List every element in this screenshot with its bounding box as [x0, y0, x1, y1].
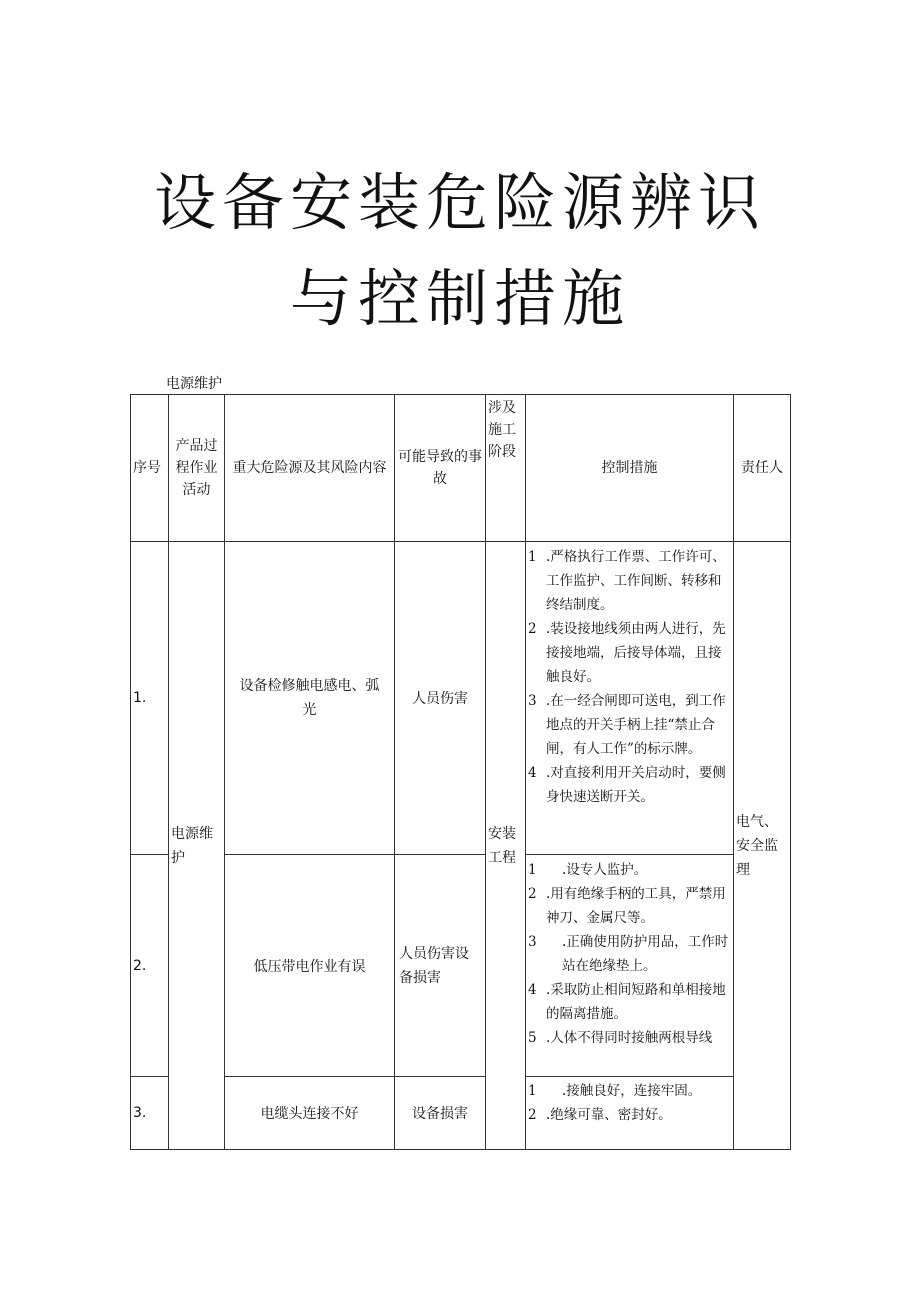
header-accident: 可能导致的事故 — [395, 395, 486, 542]
row-hazard: 设备检修触电感电、弧光 — [225, 542, 395, 855]
measure-item: 3 .在一经合闸即可送电，到工作地点的开关手柄上挂“禁止合闸，有人工作”的标示牌。 — [528, 693, 726, 757]
header-control: 控制措施 — [526, 395, 734, 542]
measure-item: 4 .对直接利用开关启动时，要侧身快速送断开关。 — [528, 765, 726, 805]
measure-item: 1 .设专人监护。 — [528, 862, 648, 878]
measure-item: 4 .采取防止相间短路和单相接地的隔离措施。 — [528, 982, 726, 1022]
measure-item: 2 .装设接地线须由两人进行，先接接地端，后接导体端，且接触良好。 — [528, 621, 726, 685]
row-measures — [526, 855, 734, 1077]
header-row — [131, 395, 791, 542]
row-accident: 设备损害 — [395, 1077, 486, 1150]
row-accident: 人员伤害设备损害 — [395, 855, 486, 1077]
header-activity: 产品过程作业活动 — [169, 395, 225, 542]
row-seq: 2. — [131, 855, 169, 1077]
measure-item: 2 .用有绝缘手柄的工具，严禁用神刀、金属尺等。 — [528, 886, 726, 926]
activity-cell: 电源维护 — [169, 542, 225, 1150]
row-seq: 3. — [131, 1077, 169, 1150]
section-label: 电源维护 — [166, 376, 222, 392]
document-title-line-2: 与控制措施 — [289, 262, 630, 335]
header-stage: 涉及施工阶段 — [486, 395, 526, 542]
measure-item: 5 .人体不得同时接触两根导线 — [528, 1030, 713, 1046]
row-hazard: 低压带电作业有误 — [225, 855, 395, 1077]
header-seq: 序号 — [131, 395, 169, 542]
document-title-line-1: 设备安装危险源辨识 — [153, 166, 766, 239]
row-measures — [526, 542, 734, 855]
measure-item: 1 .接触良好，连接牢固。 — [528, 1083, 702, 1099]
table-row — [131, 1077, 791, 1150]
row-hazard: 电缆头连接不好 — [225, 1077, 395, 1150]
header-hazard: 重大危险源及其风险内容 — [225, 395, 395, 542]
table-row — [131, 855, 791, 1077]
row-accident: 人员伤害 — [395, 542, 486, 855]
measure-item: 1 .严格执行工作票、工作许可、工作监护、工作间断、转移和终结制度。 — [528, 549, 726, 613]
responsible-cell: 电气、安全监理 — [734, 542, 791, 1150]
row-seq: 1. — [131, 542, 169, 855]
header-responsible: 责任人 — [734, 395, 791, 542]
row-measures — [526, 1077, 734, 1150]
measure-item: 2 .绝缘可靠、密封好。 — [528, 1107, 672, 1123]
stage-cell: 安装工程 — [486, 542, 526, 1150]
table-row — [131, 542, 791, 855]
measure-item: 3 .正确使用防护用品，工作时站在绝缘垫上。 — [528, 934, 729, 974]
hazard-table — [130, 394, 791, 1150]
